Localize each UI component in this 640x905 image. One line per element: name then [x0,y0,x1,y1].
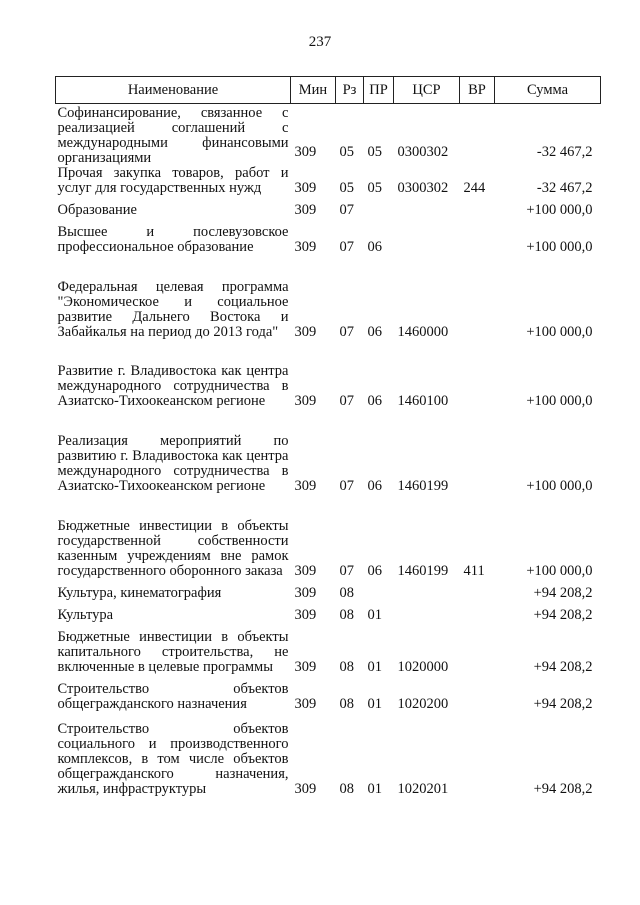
row-min: 309 [294,478,317,494]
row-min: 309 [294,696,317,712]
row-sum: +94 208,2 [533,696,593,712]
row-name: Бюджетные инвестиции в объекты государственной собственности казенным учреждениям вне рамок государственного оборонного заказа [57,518,289,579]
row-name: Прочая закупка товаров, работ и услуг для государственных нужд [57,165,289,196]
row-sum: +94 208,2 [533,585,593,601]
row-rz: 05 [339,144,354,160]
row-csr: 1020200 [397,696,449,712]
table-row [56,681,601,718]
row-rz: 08 [339,781,354,797]
row-rz: 08 [339,659,354,675]
row-sum: +94 208,2 [533,659,593,675]
row-pr [364,585,394,607]
row-min: 309 [294,585,317,601]
row-name: Высшее и послевузовское профессиональное образование [57,224,289,255]
row-pr: 06 [367,563,382,579]
row-csr: 1460100 [397,393,449,409]
row-vr [460,585,495,607]
table-header-row [56,77,601,104]
row-pr: 01 [367,659,382,675]
row-pr: 01 [367,781,382,797]
row-rz: 08 [339,696,354,712]
header-rz: Рз [336,77,364,104]
row-sum: +94 208,2 [533,607,593,623]
row-vr [460,681,495,718]
table-row [56,261,601,346]
row-sum: +100 000,0 [526,393,593,409]
table-row [56,629,601,681]
row-vr [460,346,495,415]
row-name: Культура, кинематография [57,585,222,601]
table-row [56,104,601,167]
row-min: 309 [294,781,317,797]
row-min: 309 [294,563,317,579]
row-rz: 07 [339,393,354,409]
row-min: 309 [294,202,317,218]
table-row [56,224,601,261]
row-csr: 0300302 [397,180,449,196]
row-name: Софинансирование, связанное с реализацией соглашений с международными финансовыми организациями [57,105,289,166]
row-vr [460,718,495,803]
row-min: 309 [294,607,317,623]
row-rz: 05 [339,180,354,196]
row-sum: +100 000,0 [526,202,593,218]
table-row [56,718,601,803]
row-rz: 07 [339,239,354,255]
row-csr: 0300302 [397,144,449,160]
row-rz: 07 [339,202,354,218]
row-name: Бюджетные инвестиции в объекты капитального строительства, не включенные в целевые программы [57,629,289,675]
row-vr: 244 [463,180,486,196]
row-name: Федеральная целевая программа "Экономическое и социальное развитие Дальнего Востока и Забайкалья на период до 2013 года" [57,279,289,340]
row-name: Строительство объектов социального и производственного комплексов, в том числе объектов общегражданского назначения, жилья, инфраструктуры [57,721,289,797]
table-row [56,415,601,500]
row-rz: 08 [339,585,354,601]
row-sum: +100 000,0 [526,239,593,255]
row-csr: 1460000 [397,324,449,340]
header-csr: ЦСР [394,77,460,104]
table-row [56,607,601,629]
header-pr: ПР [364,77,394,104]
row-csr [394,202,460,224]
row-sum: -32 467,2 [536,180,593,196]
budget-table [55,76,601,803]
row-pr: 06 [367,393,382,409]
row-pr: 05 [367,144,382,160]
table-row [56,346,601,415]
header-sum: Сумма [495,77,601,104]
row-csr [394,585,460,607]
header-vr: ВР [460,77,495,104]
row-name: Развитие г. Владивостока как центра международного сотрудничества в Азиатско-Тихоокеанском регионе [57,363,289,409]
row-sum: +100 000,0 [526,563,593,579]
header-name: Наименование [56,77,291,104]
row-vr [460,202,495,224]
row-pr: 05 [367,180,382,196]
row-min: 309 [294,144,317,160]
row-pr [364,202,394,224]
row-pr: 01 [367,607,382,623]
row-vr [460,415,495,500]
row-vr [460,261,495,346]
row-name: Строительство объектов общегражданского назначения [57,681,289,712]
row-vr [460,607,495,629]
row-pr: 06 [367,324,382,340]
table-row [56,202,601,224]
row-pr: 06 [367,239,382,255]
row-name: Культура [57,607,114,623]
row-rz: 07 [339,324,354,340]
row-min: 309 [294,180,317,196]
row-min: 309 [294,393,317,409]
row-vr [460,104,495,167]
row-pr: 01 [367,696,382,712]
row-min: 309 [294,659,317,675]
row-rz: 07 [339,563,354,579]
row-csr [394,607,460,629]
row-vr: 411 [463,563,485,579]
row-sum: +100 000,0 [526,478,593,494]
row-csr: 1020000 [397,659,449,675]
table-row [56,166,601,202]
row-pr: 06 [367,478,382,494]
row-csr: 1460199 [397,563,449,579]
row-rz: 07 [339,478,354,494]
page-number: 237 [308,34,332,50]
row-name: Реализация мероприятий по развитию г. Владивостока как центра международного сотрудничества в Азиатско-Тихоокеанском регионе [57,433,289,494]
row-name: Образование [57,202,137,218]
row-sum: +94 208,2 [533,781,593,797]
row-csr: 1460199 [397,478,449,494]
row-min: 309 [294,324,317,340]
row-vr [460,224,495,261]
row-sum: +100 000,0 [526,324,593,340]
row-csr [394,224,460,261]
row-csr: 1020201 [397,781,449,797]
row-sum: -32 467,2 [536,144,593,160]
table-row [56,585,601,607]
header-min: Мин [291,77,336,104]
row-min: 309 [294,239,317,255]
table-row [56,500,601,585]
row-rz: 08 [339,607,354,623]
row-vr [460,629,495,681]
